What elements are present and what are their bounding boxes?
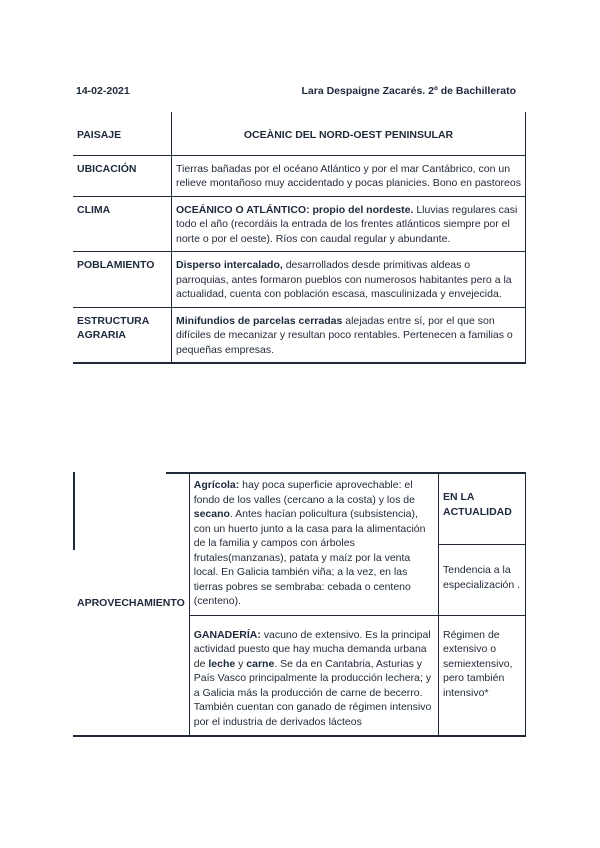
row-label-aprovechamiento: APROVECHAMIENTO bbox=[73, 472, 189, 736]
agricola-bold: Agrícola: bbox=[193, 479, 240, 491]
poblamiento-text bbox=[172, 252, 526, 308]
table-row bbox=[73, 252, 526, 308]
agricola-text bbox=[189, 472, 438, 615]
table-row bbox=[73, 472, 526, 545]
ubicacion-body: Tierras bañadas por el océano Atlántico y por el mar Cantábrico, con un relieve montañoso muy accidentado y pocas planicies. Bono en pastoreos bbox=[176, 162, 521, 189]
paisaje-value: OCEÀNIC DEL NORD-OEST PENINSULAR bbox=[172, 112, 526, 155]
table-row bbox=[73, 307, 526, 363]
secano-bold: secano bbox=[193, 508, 230, 520]
aprovechamiento-table bbox=[73, 472, 526, 737]
ganaderia-bold: GANADERÍA: bbox=[193, 628, 261, 641]
estructura-text bbox=[172, 307, 526, 363]
agricola-body-1: hay poca superficie aprovechable: el fondo de los valles (cercano a la costa) y los de bbox=[193, 479, 415, 506]
document-date: 14-02-2021 bbox=[76, 85, 130, 97]
row-label-estructura: ESTRUCTURA AGRARIA bbox=[73, 307, 172, 363]
row-label-paisaje: PAISAJE bbox=[73, 112, 172, 155]
row-label-clima: CLIMA bbox=[73, 196, 172, 252]
estructura-body: alejadas entre sí, por el que son difíciles de mecanizar y resultan poco rentables. Pertenecen a familias o pequeñas empresas. bbox=[176, 314, 513, 356]
ganaderia-text bbox=[189, 615, 438, 736]
table-row bbox=[73, 155, 526, 196]
leche-bold: leche bbox=[208, 657, 236, 670]
clima-bold: OCEÁNICO O ATLÁNTICO: propio del nordeste. bbox=[176, 203, 414, 216]
row-label-ubicacion: UBICACIÓN bbox=[73, 155, 172, 196]
clima-text bbox=[172, 196, 526, 252]
agricola-body-2: . Antes hacían policultura (subsistencia), con un huerto junto a la casa para la alimentación de la familia y campos con árboles frutales(manzanas), patata y maíz por la venta local. En Galicia también viña; a la vez, en las tierras pobres se sembraba: cebada o centeno (centeno). bbox=[193, 508, 426, 607]
poblamiento-body: desarrollados desde primitivas aldeas o parroquias, antes formaron pueblos con numerosos habitantes pero a la actualidad, cuenta con población escasa, masculinizada y envejecida. bbox=[176, 259, 512, 300]
estructura-bold: Minifundios de parcelas cerradas bbox=[176, 314, 343, 327]
poblamiento-bold: Disperso intercalado, bbox=[176, 259, 283, 271]
tendencia-text: Tendencia a la especialización . bbox=[439, 545, 526, 616]
regimen-text: Régimen de extensivo o semiextensivo, pero también intensivo* bbox=[439, 615, 526, 736]
carne-bold: carne bbox=[246, 657, 275, 670]
row-label-poblamiento: POBLAMIENTO bbox=[73, 252, 172, 308]
document-author: Lara Despaigne Zacarés. 2º de Bachillerato bbox=[301, 85, 516, 97]
ubicacion-text bbox=[172, 155, 526, 196]
ganaderia-body-1: vacuno de extensivo. Es la principal actividad puesto que hay mucha demanda urbana de bbox=[193, 628, 431, 670]
table-row bbox=[73, 112, 526, 155]
table-row bbox=[73, 196, 526, 252]
ganaderia-body-2: y bbox=[235, 657, 247, 670]
ganaderia-body-3: . Se da en Cantabria, Asturias y País Vasco principalmente la producción lechera; y a Galicia más la producción de carne de becerro. También cuentan con ganado de régimen intensivo por el industria de derivados lácteos bbox=[193, 657, 432, 728]
actualidad-header: EN LA ACTUALIDAD bbox=[439, 472, 526, 545]
clima-body: Lluvias regulares casi todo el año (recordáis la entrada de los frentes atlánticos siempre por el norte o por el oeste). Ríos con caudal regular y abundante. bbox=[176, 203, 518, 245]
landscape-table bbox=[73, 112, 526, 364]
